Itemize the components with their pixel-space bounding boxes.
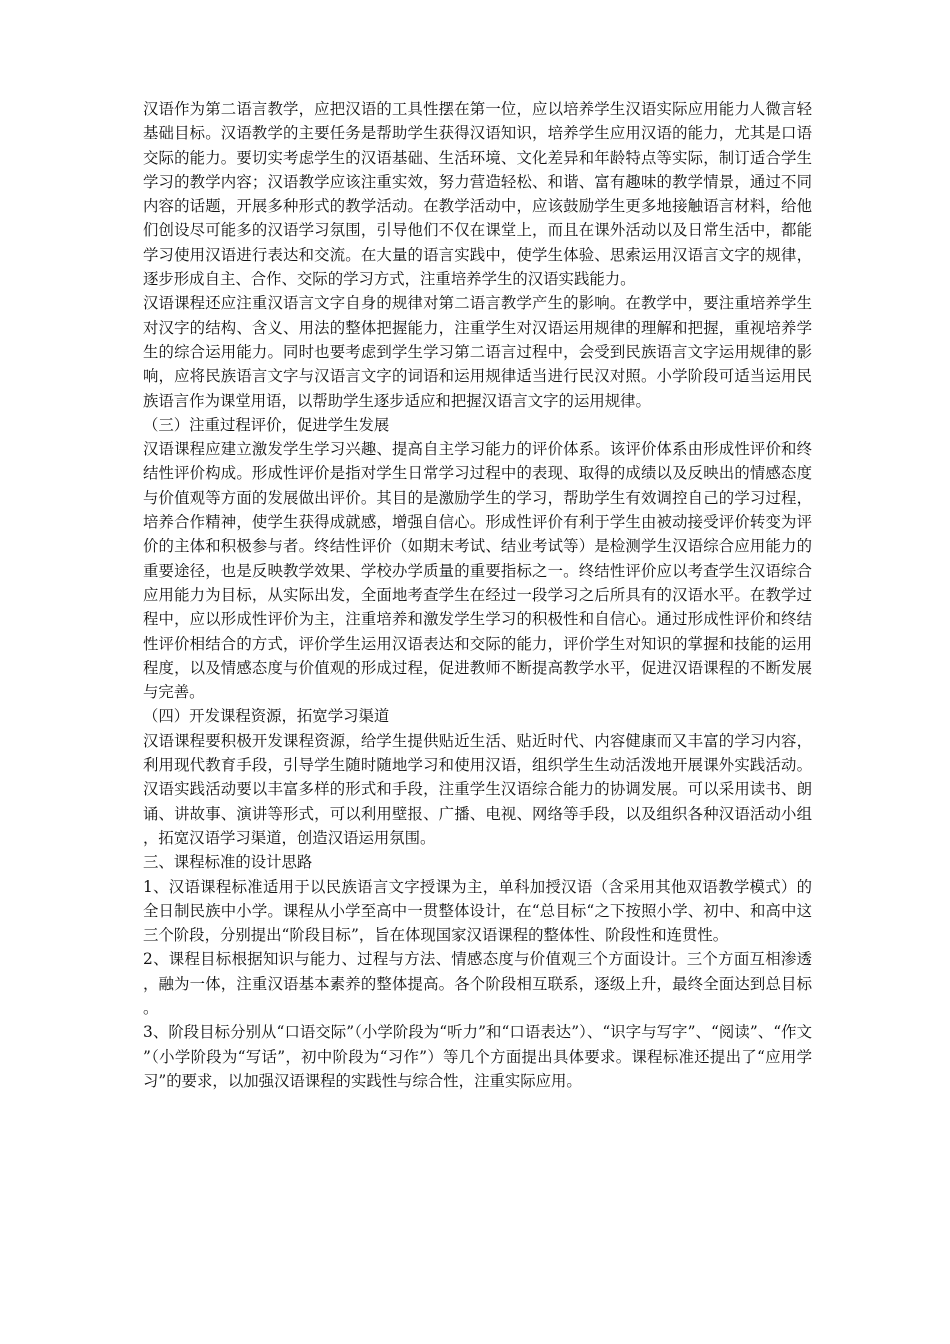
section-heading-process-evaluation: （三）注重过程评价，促进学生发展 xyxy=(143,415,390,434)
section-heading-course-resources: （四）开发课程资源，拓宽学习渠道 xyxy=(143,707,390,726)
paragraph-design-point-3: 3、阶段目标分别从“口语交际”（小学阶段为“听力”和“口语表达”）、“识字与写字”、“阅读”、“作文”（小学阶段为“写话”，初中阶段为“习作”）等几个方面提出具体要求。课程标准还提出了“应用学习”的要求，以加强汉语课程的实践性与综合性，注重实际应用。 xyxy=(143,1023,812,1090)
paragraph-language-rules: 汉语课程还应注重汉语言文字自身的规律对第二语言教学产生的影响。在教学中，要注重培养学生对汉字的结构、含义、用法的整体把握能力，注重学生对汉语运用规律的理解和把握，重视培养学生的综合运用能力。同时也要考虑到学生学习第二语言过程中，会受到民族语言文字运用规律的影响，应将民族语言文字与汉语言文字的词语和运用规律适当进行民汉对照。小学阶段可适当运用民族语言作为课堂用语，以帮助学生逐步适应和把握汉语言文字的运用规律。 xyxy=(143,294,812,410)
document-body xyxy=(143,97,812,1093)
paragraph-design-point-1: 1、汉语课程标准适用于以民族语言文字授课为主，单科加授汉语（含采用其他双语教学模式）的全日制民族中小学。课程从小学至高中一贯整体设计，在“总目标“之下按照小学、初中、和高中这三个阶段，分别提出“阶段目标”，旨在体现国家汉语课程的整体性、阶段性和连贯性。 xyxy=(143,877,812,945)
paragraph-evaluation-system: 汉语课程应建立激发学生学习兴趣、提高自主学习能力的评价体系。该评价体系由形成性评价和终结性评价构成。形成性评价是指对学生日常学习过程中的表现、取得的成绩以及反映出的情感态度与价值观等方面的发展做出评价。其目的是激励学生的学习，帮助学生有效调控自己的学习过程，培养合作精神，使学生获得成就感，增强自信心。形成性评价有利于学生由被动接受评价转变为评价的主体和积极参与者。终结性评价（如期末考试、结业考试等）是检测学生汉语综合应用能力的重要途径，也是反映教学效果、学校办学质量的重要指标之一。终结性评价应以考查学生汉语综合应用能力为目标，从实际出发，全面地考查学生在经过一段学习之后所具有的汉语水平。在教学过程中，应以形成性评价为主，注重培养和激发学生学习的积极性和自信心。通过形成性评价和终结性评价相结合的方式，评价学生运用汉语表达和交际的能力，评价学生对知识的掌握和技能的运用程度，以及情感态度与价值观的形成过程，促进教师不断提高教学水平，促进汉语课程的不断发展与完善。 xyxy=(143,440,812,702)
paragraph-design-point-2: 2、课程目标根据知识与能力、过程与方法、情感态度与价值观三个方面设计。三个方面互相渗透，融为一体，注重汉语基本素养的整体提高。各个阶段相互联系，逐级上升，最终全面达到总目标。 xyxy=(143,950,812,1017)
section-heading-design-ideas: 三、课程标准的设计思路 xyxy=(143,853,313,872)
paragraph-second-language-teaching: 汉语作为第二语言教学，应把汉语的工具性摆在第一位，应以培养学生汉语实际应用能力人微言轻基础目标。汉语教学的主要任务是帮助学生获得汉语知识，培养学生应用汉语的能力，尤其是口语交际的能力。要切实考虑学生的汉语基础、生活环境、文化差异和年龄特点等实际，制订适合学生学习的教学内容；汉语教学应该注重实效，努力营造轻松、和谐、富有趣味的教学情景，通过不同内容的话题，开展多种形式的教学活动。在教学活动中，应该鼓励学生更多地接触语言材料，给他们创设尽可能多的汉语学习氛围，引导他们不仅在课堂上，而且在课外活动以及日常生活中，都能学习使用汉语进行表达和交流。在大量的语言实践中，使学生体验、思索运用汉语言文字的规律，逐步形成自主、合作、交际的学习方式，注重培养学生的汉语实践能力。 xyxy=(143,100,812,289)
paragraph-course-resources: 汉语课程要积极开发课程资源，给学生提供贴近生活、贴近时代、内容健康而又丰富的学习内容，利用现代教育手段，引导学生随时随地学习和使用汉语，组织学生生动活泼地开展课外实践活动。汉语实践活动要以丰富多样的形式和手段，注重学生汉语综合能力的协调发展。可以采用读书、朗诵、讲故事、演讲等形式，可以利用壁报、广播、电视、网络等手段，以及组织各种汉语活动小组，拓宽汉语学习渠道，创造汉语运用氛围。 xyxy=(143,731,812,847)
